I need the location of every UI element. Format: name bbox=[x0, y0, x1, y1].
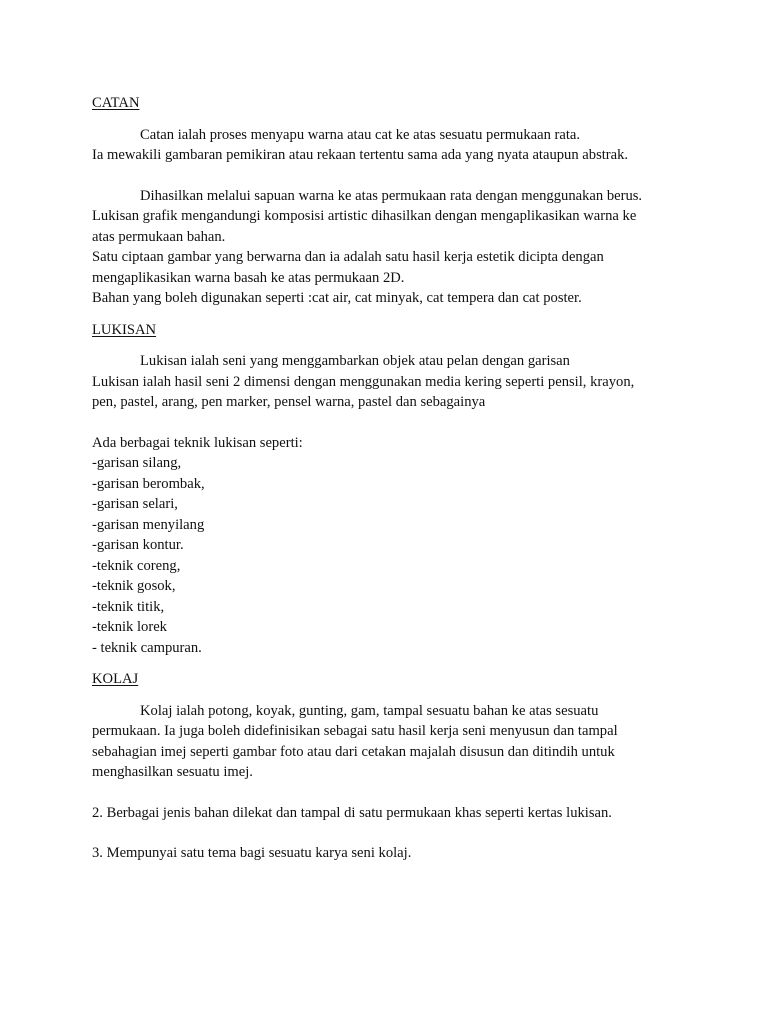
section-heading-catan: CATAN bbox=[92, 95, 140, 111]
catan-paragraph-2-line-2: Lukisan grafik mengandungi komposisi artistic dihasilkan dengan mengaplikasikan warna ke bbox=[92, 208, 637, 224]
kolaj-paragraph-line-1: Kolaj ialah potong, koyak, gunting, gam, tampal sesuatu bahan ke atas sesuatu bbox=[140, 702, 599, 719]
section-heading-lukisan: LUKISAN bbox=[92, 321, 157, 338]
section-heading-kolaj: KOLAJ bbox=[92, 671, 139, 687]
document-page bbox=[92, 93, 692, 864]
list-item: -garisan menyilang bbox=[92, 516, 205, 533]
list-item: -teknik lorek bbox=[92, 619, 167, 635]
kolaj-point-2: 2. Berbagai jenis bahan dilekat dan tampal di satu permukaan khas seperti kertas lukisan. bbox=[92, 804, 612, 821]
kolaj-point-3: 3. Mempunyai satu tema bagi sesuatu karya seni kolaj. bbox=[92, 845, 412, 861]
catan-paragraph-1-line-1: Catan ialah proses menyapu warna atau cat ke atas sesuatu permukaan rata. bbox=[140, 126, 581, 143]
catan-paragraph-2-line-5: mengaplikasikan warna basah ke atas permukaan 2D. bbox=[92, 269, 405, 286]
catan-paragraph-1-line-2: Ia mewakili gambaran pemikiran atau rekaan tertentu sama ada yang nyata ataupun abstrak. bbox=[92, 147, 629, 163]
list-item: -teknik coreng, bbox=[92, 557, 181, 574]
catan-paragraph-2-line-4: Satu ciptaan gambar yang berwarna dan ia adalah satu hasil kerja estetik dicipta dengan bbox=[92, 249, 604, 265]
technique-list bbox=[92, 453, 692, 658]
list-item: -garisan selari, bbox=[92, 496, 178, 512]
catan-paragraph-2-line-1: Dihasilkan melalui sapuan warna ke atas permukaan rata dengan menggunakan berus. bbox=[140, 187, 643, 204]
kolaj-paragraph-line-3: sebahagian imej seperti gambar foto atau dari cetakan majalah disusun dan ditindih untuk bbox=[92, 743, 615, 760]
list-item: -teknik gosok, bbox=[92, 578, 176, 594]
catan-paragraph-2-line-3: atas permukaan bahan. bbox=[92, 228, 226, 245]
lukisan-paragraph-line-3: pen, pastel, arang, pen marker, pensel warna, pastel dan sebagainya bbox=[92, 394, 486, 410]
list-item: - teknik campuran. bbox=[92, 639, 202, 656]
lukisan-paragraph-line-1: Lukisan ialah seni yang menggambarkan objek atau pelan dengan garisan bbox=[140, 353, 570, 369]
list-item: -teknik titik, bbox=[92, 598, 165, 615]
list-item: -garisan kontur. bbox=[92, 537, 184, 553]
list-item: -garisan silang, bbox=[92, 455, 182, 471]
kolaj-paragraph-line-4: menghasilkan sesuatu imej. bbox=[92, 764, 253, 780]
kolaj-paragraph-line-2: permukaan. Ia juga boleh didefinisikan sebagai satu hasil kerja seni menyusun dan tampal bbox=[92, 723, 618, 739]
technique-list-intro: Ada berbagai teknik lukisan seperti: bbox=[92, 434, 303, 451]
lukisan-paragraph-line-2: Lukisan ialah hasil seni 2 dimensi dengan menggunakan media kering seperti pensil, krayon, bbox=[92, 373, 635, 390]
catan-paragraph-2-line-6: Bahan yang boleh digunakan seperti :cat air, cat minyak, cat tempera dan cat poster. bbox=[92, 290, 582, 306]
list-item: -garisan berombak, bbox=[92, 475, 205, 492]
